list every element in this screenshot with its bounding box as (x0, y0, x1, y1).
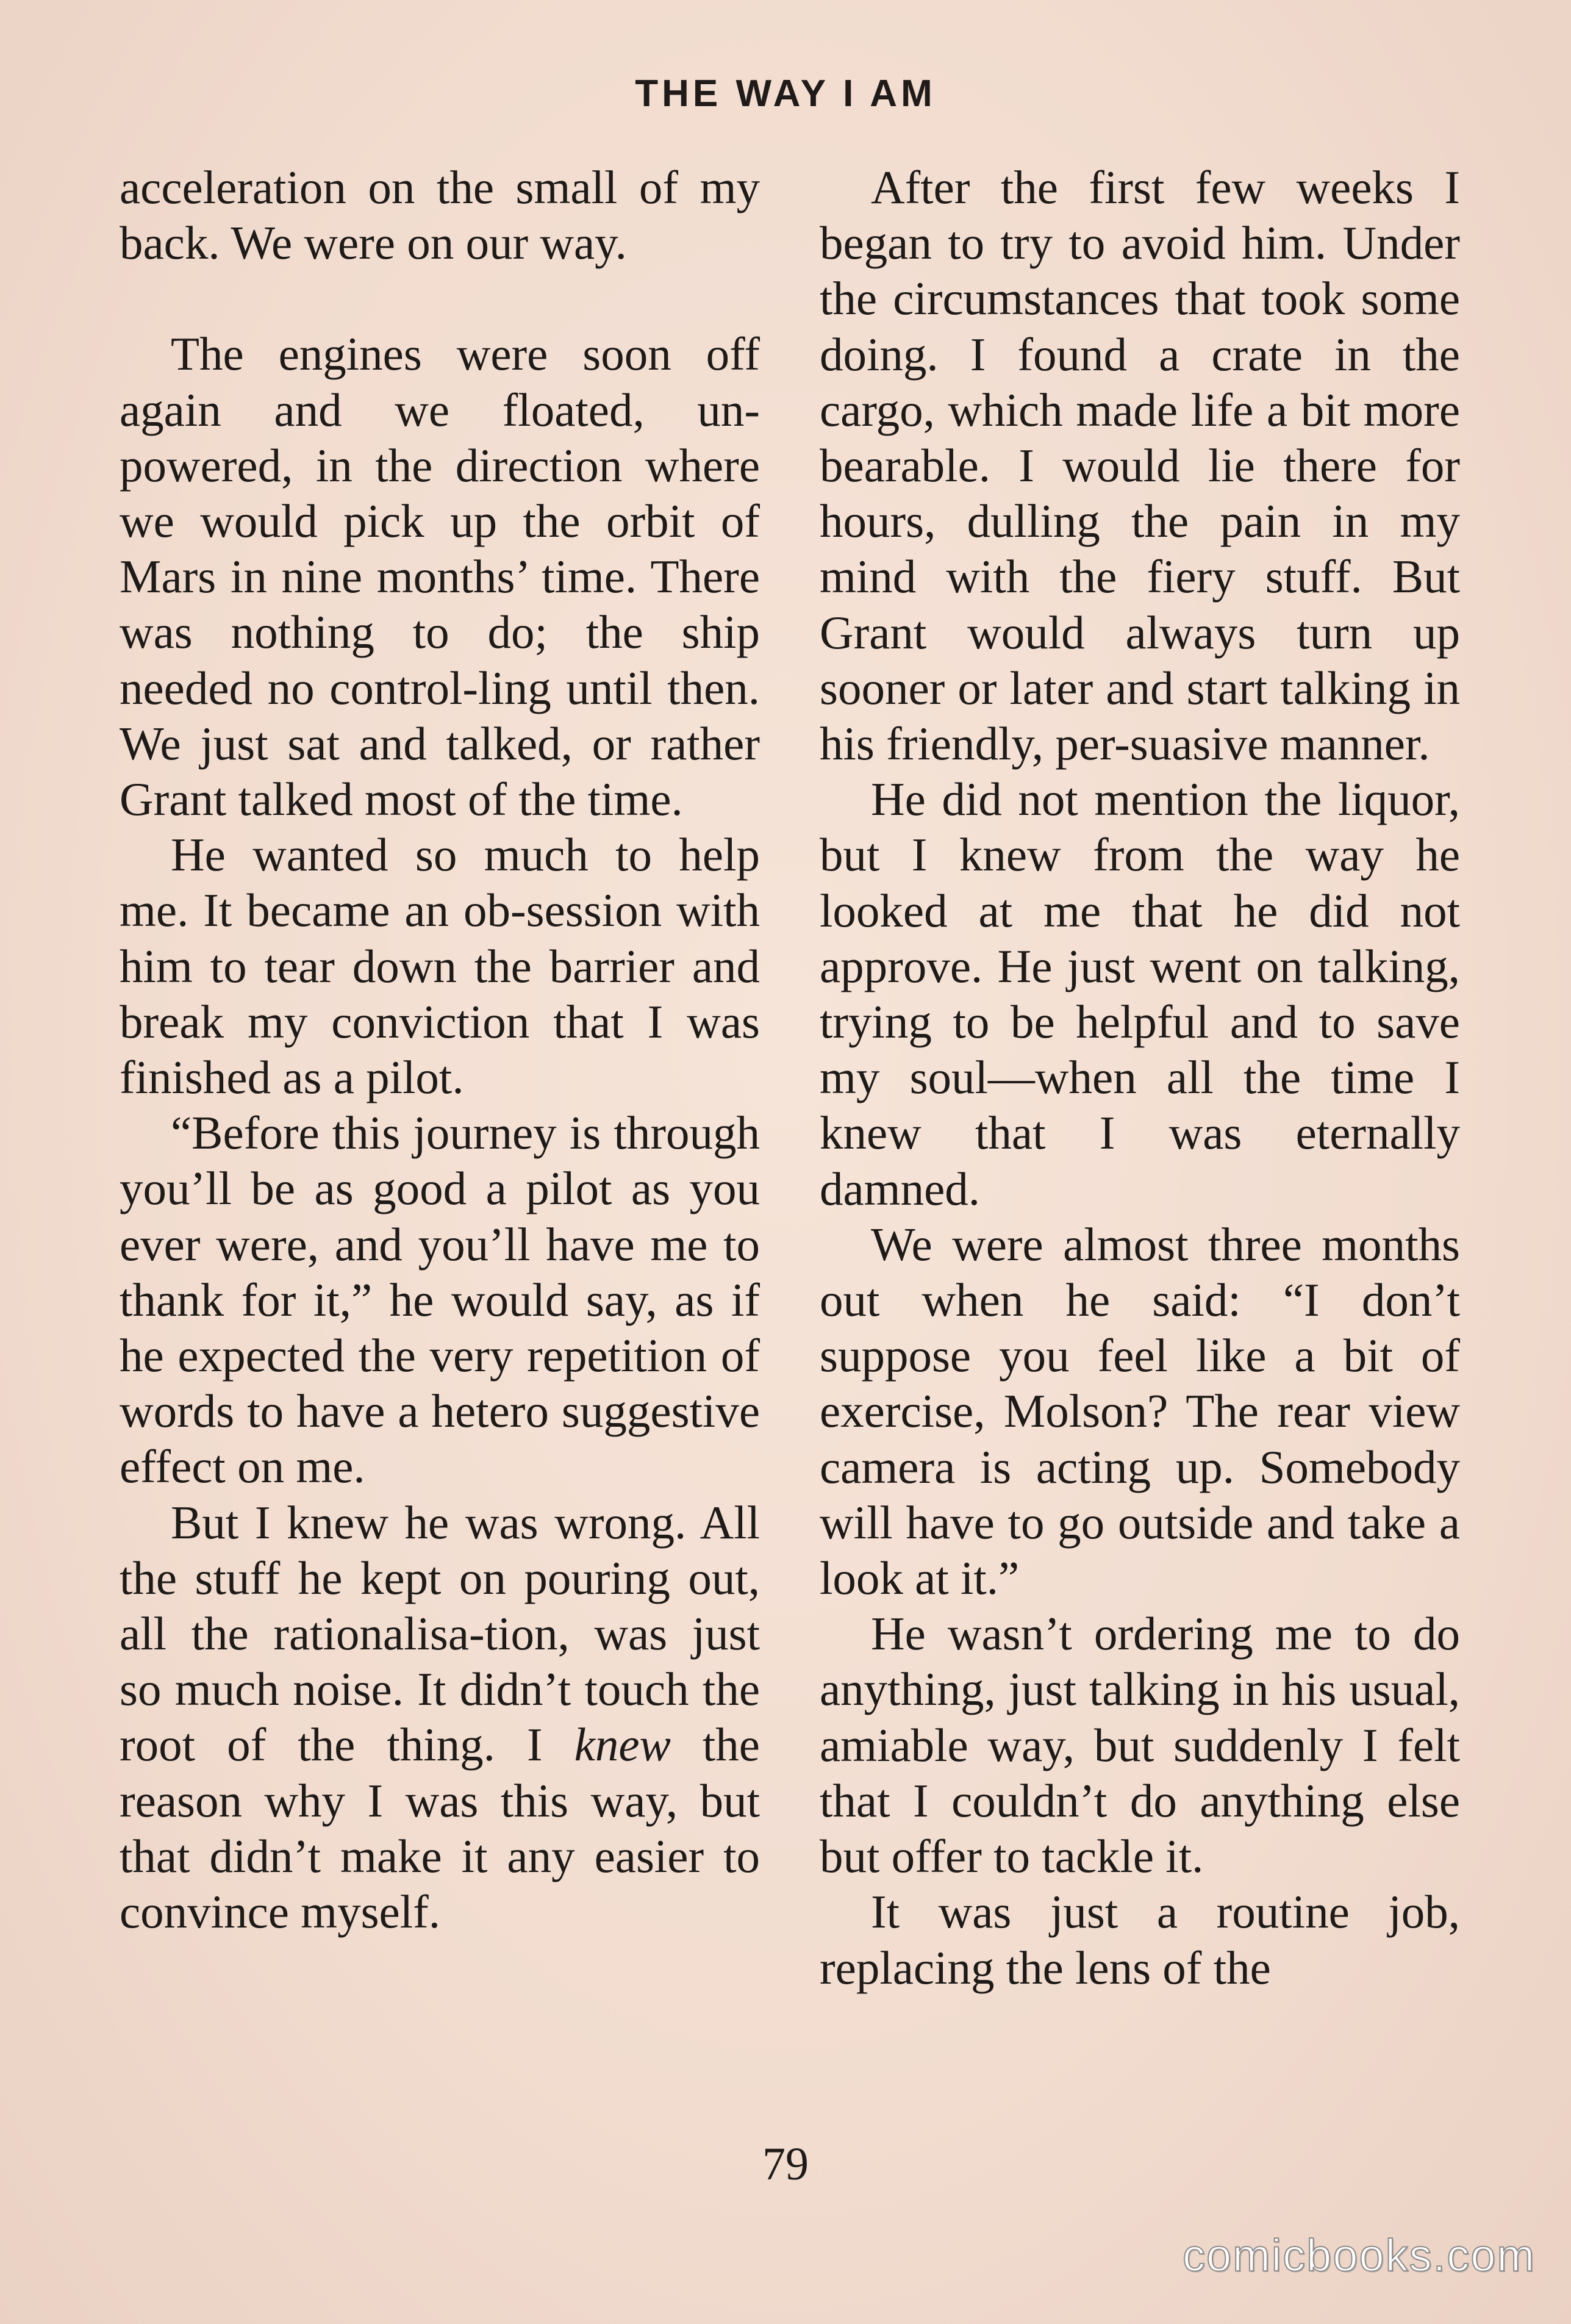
left-column (120, 160, 760, 1940)
paragraph: He wanted so much to help me. It became an ob-session with him to tear down the barrier and break my conviction that I was finished as a pilot. (120, 828, 760, 1104)
paragraph-text: But I knew he was wrong. All the stuff he kept on pouring out, all the rationalisa-tion, was just so much noise. It didn’t touch the root of the thing. I (120, 1496, 760, 1771)
paragraph: We were almost three months out when he said: “I don’t suppose you feel like a bit of exercise, Molson? The rear view camera is acting up. Somebody will have to go outside and take a look at it.” (820, 1218, 1460, 1605)
paragraph: The engines were soon off again and we floated, un-powered, in the direction where we would pick up the orbit of Mars in nine months’ time. There was nothing to do; the ship needed no control-ling until then. We just sat and talked, or rather Grant talked most of the time. (120, 328, 760, 826)
paragraph: After the first few weeks I began to try to avoid him. Under the circumstances that took some doing. I found a crate in the cargo, which made life a bit more bearable. I would lie there for hours, dulling the pain in my mind with the fiery stuff. But Grant would always turn up sooner or later and start talking in his friendly, per-suasive manner. (820, 161, 1460, 770)
paragraph: He did not mention the liquor, but I knew from the way he looked at me that he did not approve. He just went on talking, trying to be helpful and to save my soul—when all the time I knew that I was eternally damned. (820, 773, 1460, 1215)
paragraph: “Before this journey is through you’ll be as good a pilot as you ever were, and you’ll have me to thank for it,” he would say, as if he expected the very repetition of words to have a hetero suggestive effect on me. (120, 1106, 760, 1493)
paragraph: It was just a routine job, replacing the lens of the (820, 1885, 1460, 1994)
page-number: 79 (762, 2139, 809, 2190)
emphasized-word: knew (574, 1718, 671, 1771)
paragraph: He wasn’t ordering me to do anything, just talking in his usual, amiable way, but suddenly I felt that I couldn’t do anything else but offer to tackle it. (820, 1607, 1460, 1883)
right-column (820, 160, 1460, 1996)
paragraph: acceleration on the small of my back. We were on our way. (120, 161, 760, 270)
paragraph-text: the reason why I was this way, but that didn’t make it any easier to convince myself. (120, 1718, 760, 1938)
watermark-logo: comicbooks.com (1182, 2230, 1536, 2281)
running-head: THE WAY I AM (635, 73, 936, 115)
paragraph (120, 1495, 760, 1940)
